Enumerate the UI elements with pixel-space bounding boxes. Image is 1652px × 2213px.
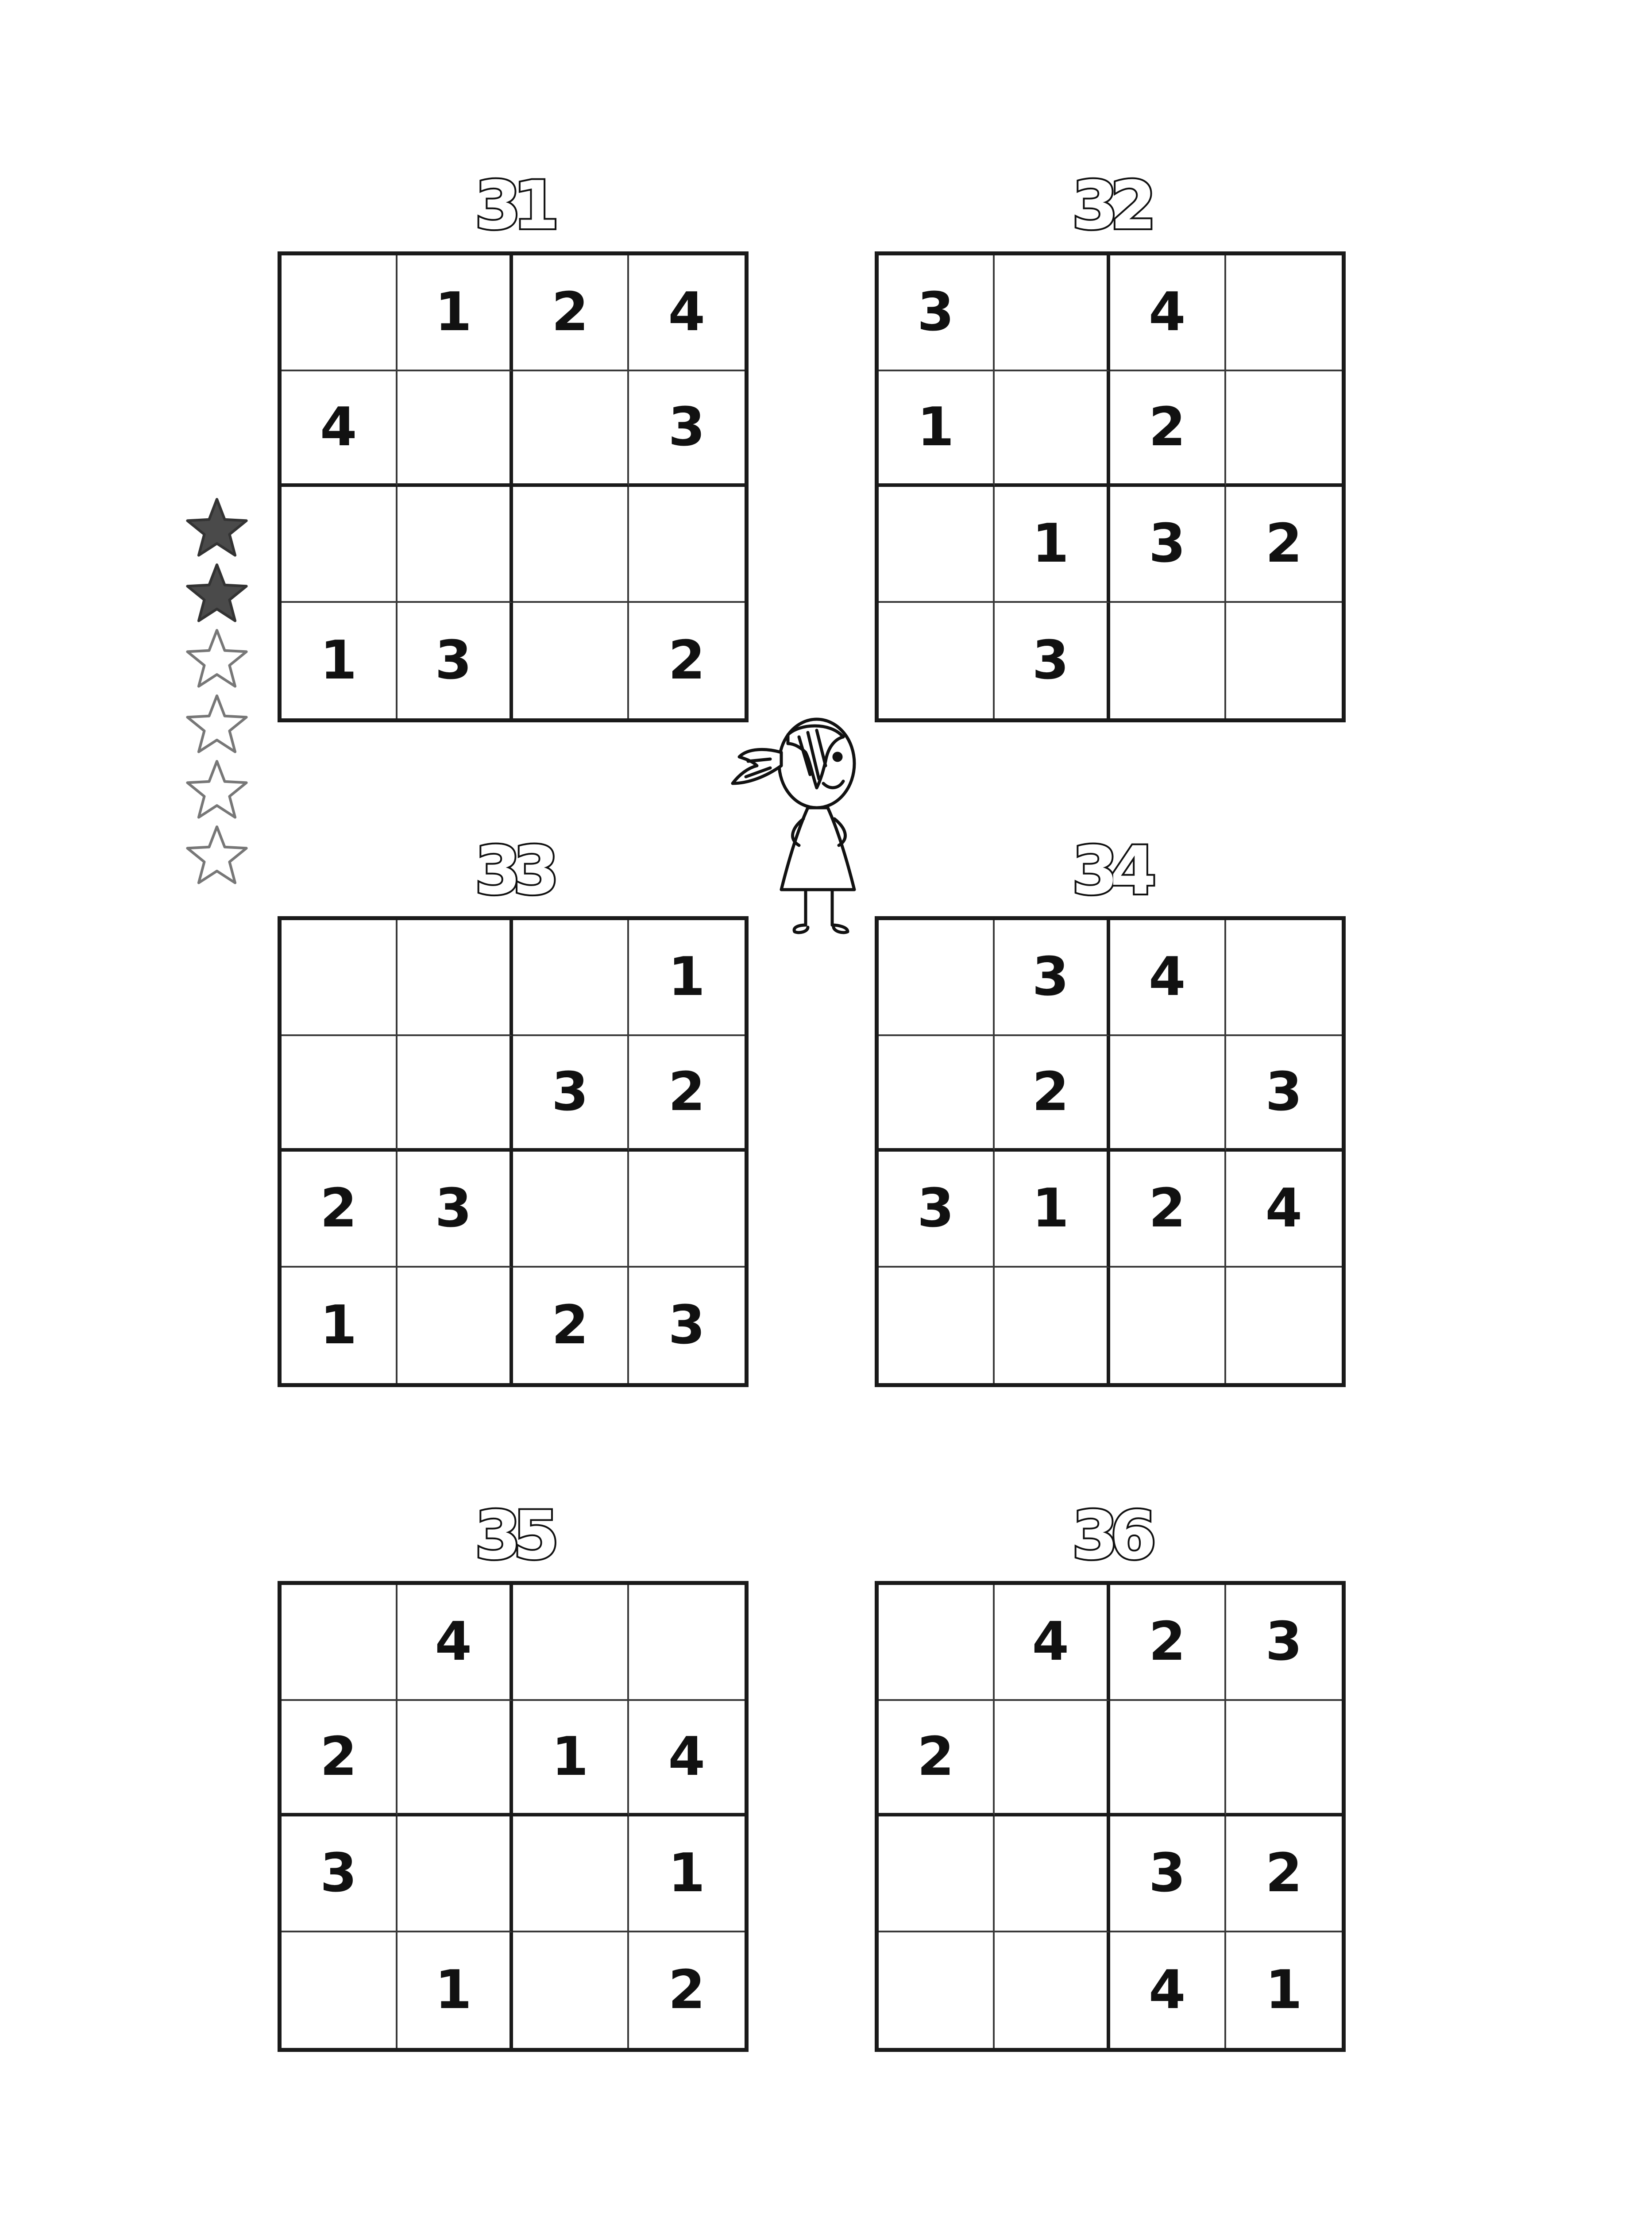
grid-cell [1226, 603, 1342, 719]
grid-cell: 2 [513, 1268, 629, 1384]
star-filled-icon [177, 496, 257, 562]
puzzle-title-34: 34 [1072, 833, 1149, 910]
grid-cell: 2 [668, 629, 705, 691]
grid-cell: 1 [995, 487, 1111, 603]
grid-cell [1226, 255, 1342, 371]
grid-cell: 2 [513, 255, 629, 371]
grid-cell [879, 920, 995, 1036]
sudoku-grid-35 [278, 1581, 749, 2052]
grid-cell [879, 1816, 995, 1932]
grid-cell [282, 1036, 398, 1152]
grid-cell: 3 [879, 255, 995, 371]
grid-cell: 3 [629, 371, 745, 487]
grid-cell: 3 [879, 1152, 995, 1268]
grid-cell: 4 [995, 1585, 1111, 1701]
sudoku-grid-36 [875, 1581, 1346, 2052]
grid-cell [879, 487, 995, 603]
grid-cell [1110, 1701, 1226, 1817]
grid-cell: 1 [879, 371, 995, 487]
grid-cell: 4 [1110, 255, 1226, 371]
grid-cell [879, 603, 995, 719]
star-empty-icon [177, 627, 257, 693]
grid-cell: 4 [1110, 1932, 1226, 2048]
grid-cell: 4 [629, 255, 745, 371]
grid-cell [398, 920, 513, 1036]
grid-cell [1110, 1268, 1226, 1384]
grid-cell: 4 [282, 371, 398, 487]
grid-cell: 1 [282, 1268, 398, 1384]
grid-cell [282, 487, 398, 603]
grid-cell [995, 371, 1111, 487]
grid-cell: 4 [398, 1585, 513, 1701]
grid-cell: 2 [1110, 1152, 1226, 1268]
grid-cell: 2 [629, 1036, 745, 1152]
grid-cell: 3 [1226, 1585, 1342, 1701]
grid-cell: 1 [282, 603, 398, 719]
grid-cell [1110, 1036, 1226, 1152]
grid-cell: 3 [398, 1152, 513, 1268]
grid-cell [282, 1585, 398, 1701]
grid-cell [995, 255, 1111, 371]
grid-cell: 3 [513, 1036, 629, 1152]
grid-cell [629, 487, 745, 603]
star-empty-icon [177, 823, 257, 890]
grid-cell [513, 1585, 629, 1701]
grid-cell: 4 [629, 1701, 745, 1817]
grid-cell [398, 1701, 513, 1817]
grid-cell: 3 [1110, 487, 1226, 603]
grid-cell: 2 [282, 1701, 398, 1817]
grid-cell: 1 [1265, 1959, 1302, 2021]
grid-cell: 3 [668, 1294, 705, 1356]
grid-cell: 1 [398, 255, 513, 371]
grid-cell [513, 1152, 629, 1268]
grid-cell [879, 1932, 995, 2048]
grid-cell: 4 [1226, 1152, 1342, 1268]
grid-cell: 2 [995, 1036, 1111, 1152]
star-filled-icon [177, 561, 257, 628]
grid-cell: 4 [1110, 920, 1226, 1036]
grid-cell: 2 [282, 1152, 398, 1268]
grid-cell: 1 [995, 1152, 1111, 1268]
grid-cell [629, 1585, 745, 1701]
grid-cell [398, 1036, 513, 1152]
grid-cell: 2 [879, 1701, 995, 1817]
grid-cell [1226, 371, 1342, 487]
grid-cell: 3 [282, 1816, 398, 1932]
grid-cell [879, 1036, 995, 1152]
difficulty-rating [177, 496, 257, 894]
grid-cell [282, 1932, 398, 2048]
grid-cell [513, 603, 629, 719]
sudoku-grid-31 [278, 251, 749, 722]
star-empty-icon [177, 692, 257, 759]
grid-cell: 3 [995, 603, 1111, 719]
grid-cell: 2 [1110, 1585, 1226, 1701]
grid-cell: 2 [1110, 371, 1226, 487]
grid-cell [995, 1932, 1111, 2048]
star-empty-icon [177, 758, 257, 824]
grid-cell [879, 1585, 995, 1701]
grid-cell [995, 1268, 1111, 1384]
girl-icon [722, 717, 881, 947]
grid-cell: 1 [513, 1701, 629, 1817]
grid-cell: 2 [668, 1959, 705, 2021]
grid-cell [282, 255, 398, 371]
grid-cell [398, 371, 513, 487]
grid-cell [513, 487, 629, 603]
puzzle-title-31: 31 [475, 167, 552, 244]
puzzle-title-36: 36 [1072, 1497, 1149, 1574]
grid-cell: 2 [1226, 487, 1342, 603]
puzzle-title-33: 33 [475, 833, 552, 910]
grid-cell [879, 1268, 995, 1384]
grid-cell: 1 [629, 920, 745, 1036]
grid-cell [398, 1268, 513, 1384]
grid-cell [513, 920, 629, 1036]
grid-cell [629, 1152, 745, 1268]
grid-cell: 1 [629, 1816, 745, 1932]
grid-cell [282, 920, 398, 1036]
grid-cell: 3 [398, 603, 513, 719]
grid-cell: 3 [995, 920, 1111, 1036]
sudoku-grid-32 [875, 251, 1346, 722]
grid-cell [995, 1701, 1111, 1817]
grid-cell [1110, 603, 1226, 719]
grid-cell: 3 [1110, 1816, 1226, 1932]
grid-cell: 3 [1226, 1036, 1342, 1152]
grid-cell [995, 1816, 1111, 1932]
grid-cell: 1 [398, 1932, 513, 2048]
grid-cell [1226, 920, 1342, 1036]
grid-cell: 2 [1226, 1816, 1342, 1932]
sudoku-grid-34 [875, 916, 1346, 1387]
grid-cell [513, 371, 629, 487]
puzzle-title-32: 32 [1072, 167, 1149, 244]
grid-cell [1226, 1268, 1342, 1384]
grid-cell [398, 487, 513, 603]
grid-cell [398, 1816, 513, 1932]
grid-cell [513, 1932, 629, 2048]
puzzle-title-35: 35 [475, 1497, 552, 1574]
grid-cell [513, 1816, 629, 1932]
sudoku-grid-33 [278, 916, 749, 1387]
grid-cell [1226, 1701, 1342, 1817]
